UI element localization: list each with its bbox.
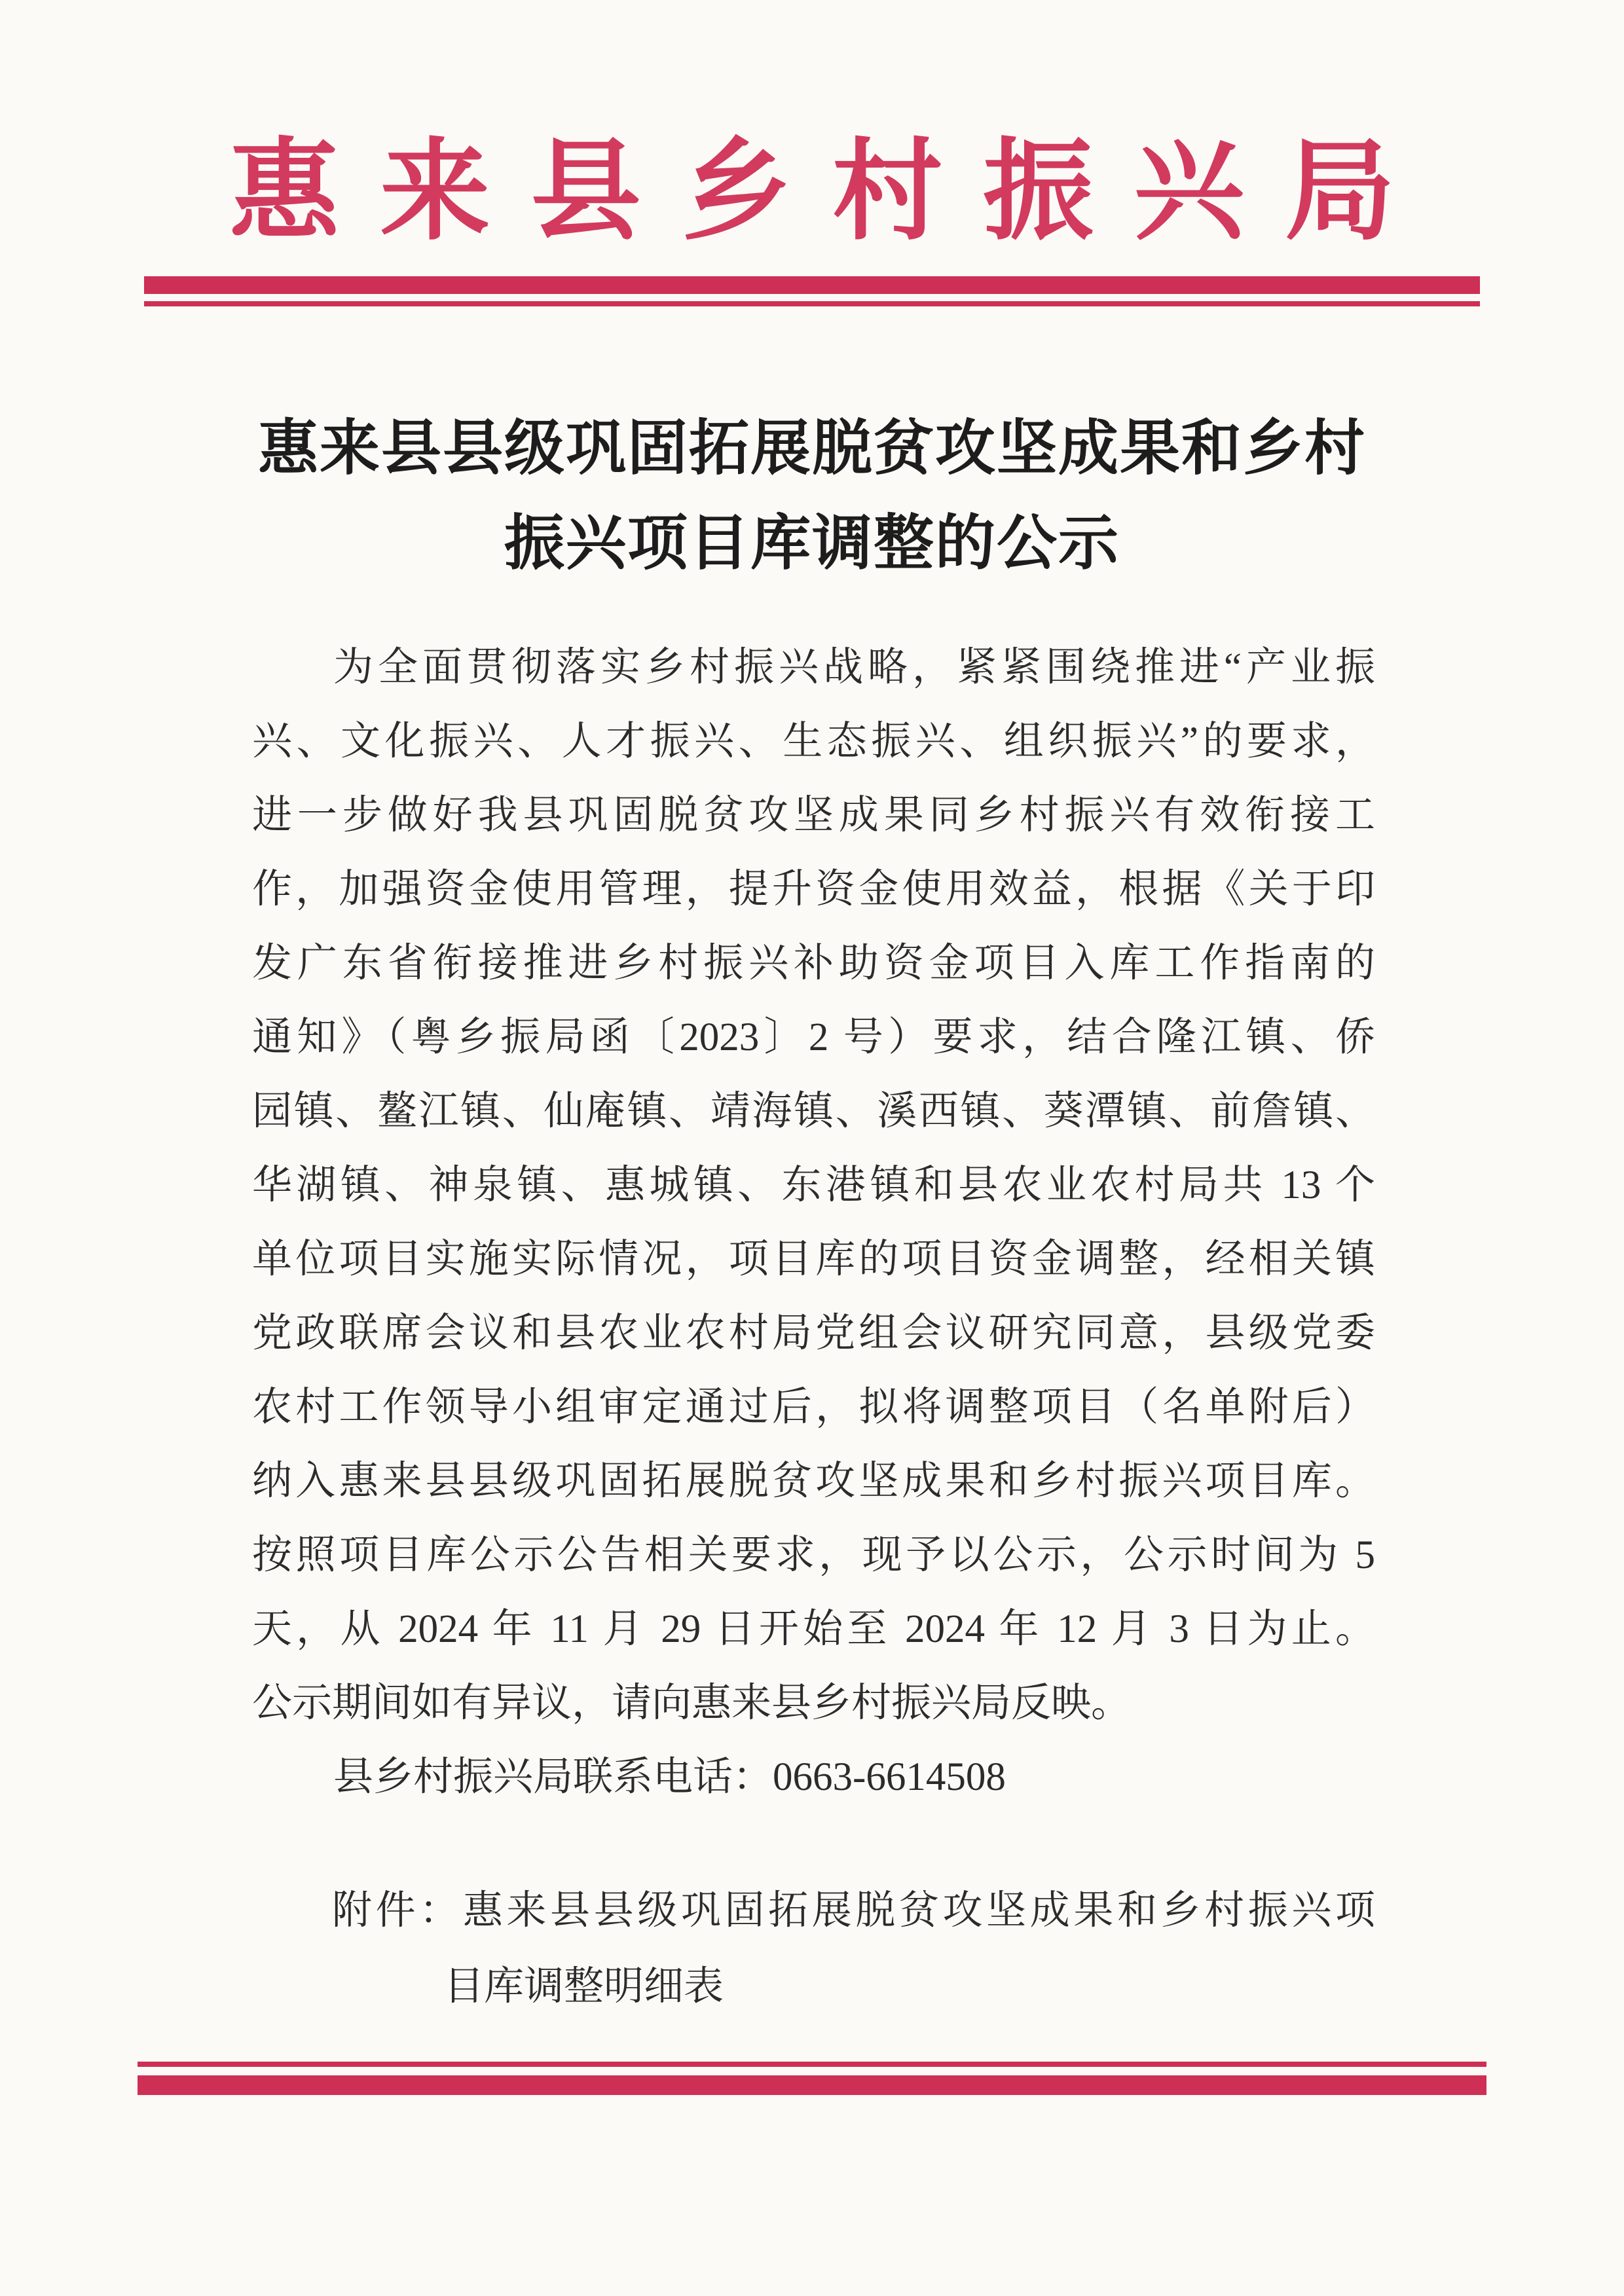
attachment-line-1: 附件：惠来县县级巩固拓展脱贫攻坚成果和乡村振兴项 bbox=[332, 1889, 1375, 1933]
body-line: 天，从 2024 年 11 月 29 日开始至 2024 年 12 月 3 日为止。 bbox=[252, 1607, 1375, 1651]
body-line: 园镇、鳌江镇、仙庵镇、靖海镇、溪西镇、葵潭镇、前詹镇、 bbox=[252, 1089, 1375, 1133]
body-line: 农村工作领导小组审定通过后，拟将调整项目（名单附后） bbox=[252, 1385, 1375, 1429]
body-line: 作，加强资金使用管理，提升资金使用效益，根据《关于印 bbox=[252, 867, 1375, 911]
footer-divider-thick-line bbox=[138, 2075, 1486, 2095]
contact-phone-line: 县乡村振兴局联系电话：0663-6614508 bbox=[333, 1755, 1006, 1799]
document-header bbox=[0, 132, 1624, 306]
body-line: 进一步做好我县巩固脱贫攻坚成果同乡村振兴有效衔接工 bbox=[252, 793, 1375, 837]
attachment-note bbox=[252, 1873, 1375, 2025]
body-line: 华湖镇、神泉镇、惠城镇、东港镇和县农业农村局共 13 个 bbox=[252, 1163, 1375, 1207]
agency-letterhead: 惠 来 县 乡 村 振 兴 局 bbox=[229, 132, 1395, 253]
document-title-line-2: 振兴项目库调整的公示 bbox=[504, 510, 1120, 577]
body-line: 纳入惠来县县级巩固拓展脱贫攻坚成果和乡村振兴项目库。 bbox=[252, 1459, 1375, 1503]
body-line: 单位项目实施实际情况，项目库的项目资金调整，经相关镇 bbox=[252, 1237, 1375, 1281]
body-line: 按照项目库公示公告相关要求，现予以公示，公示时间为 5 bbox=[252, 1533, 1375, 1577]
footer-divider bbox=[138, 2062, 1486, 2095]
attachment-line-2: 目库调整明细表 bbox=[444, 1965, 724, 2009]
body-line: 为全面贯彻落实乡村振兴战略，紧紧围绕推进“产业振 bbox=[333, 646, 1375, 689]
document-title-line-1: 惠来县县级巩固拓展脱贫攻坚成果和乡村 bbox=[257, 415, 1366, 482]
header-divider-thick-line bbox=[144, 276, 1480, 294]
footer-divider-thin-line bbox=[138, 2062, 1486, 2067]
body-line: 通知》（粤乡振局函〔2023〕2 号）要求，结合隆江镇、侨 bbox=[252, 1015, 1375, 1059]
body-line: 发广东省衔接推进乡村振兴补助资金项目入库工作指南的 bbox=[252, 941, 1375, 985]
body-line: 党政联席会议和县农业农村局党组会议研究同意，县级党委 bbox=[252, 1311, 1375, 1355]
document-footer bbox=[0, 2062, 1624, 2095]
header-divider-thin-line bbox=[144, 301, 1480, 306]
document-body bbox=[252, 630, 1375, 1814]
document-title bbox=[0, 401, 1624, 591]
body-line: 公示期间如有异议，请向惠来县乡村振兴局反映。 bbox=[252, 1681, 1132, 1725]
document-main bbox=[0, 401, 1624, 2025]
body-line: 兴、文化振兴、人才振兴、生态振兴、组织振兴”的要求， bbox=[252, 720, 1375, 763]
header-divider bbox=[144, 276, 1480, 306]
